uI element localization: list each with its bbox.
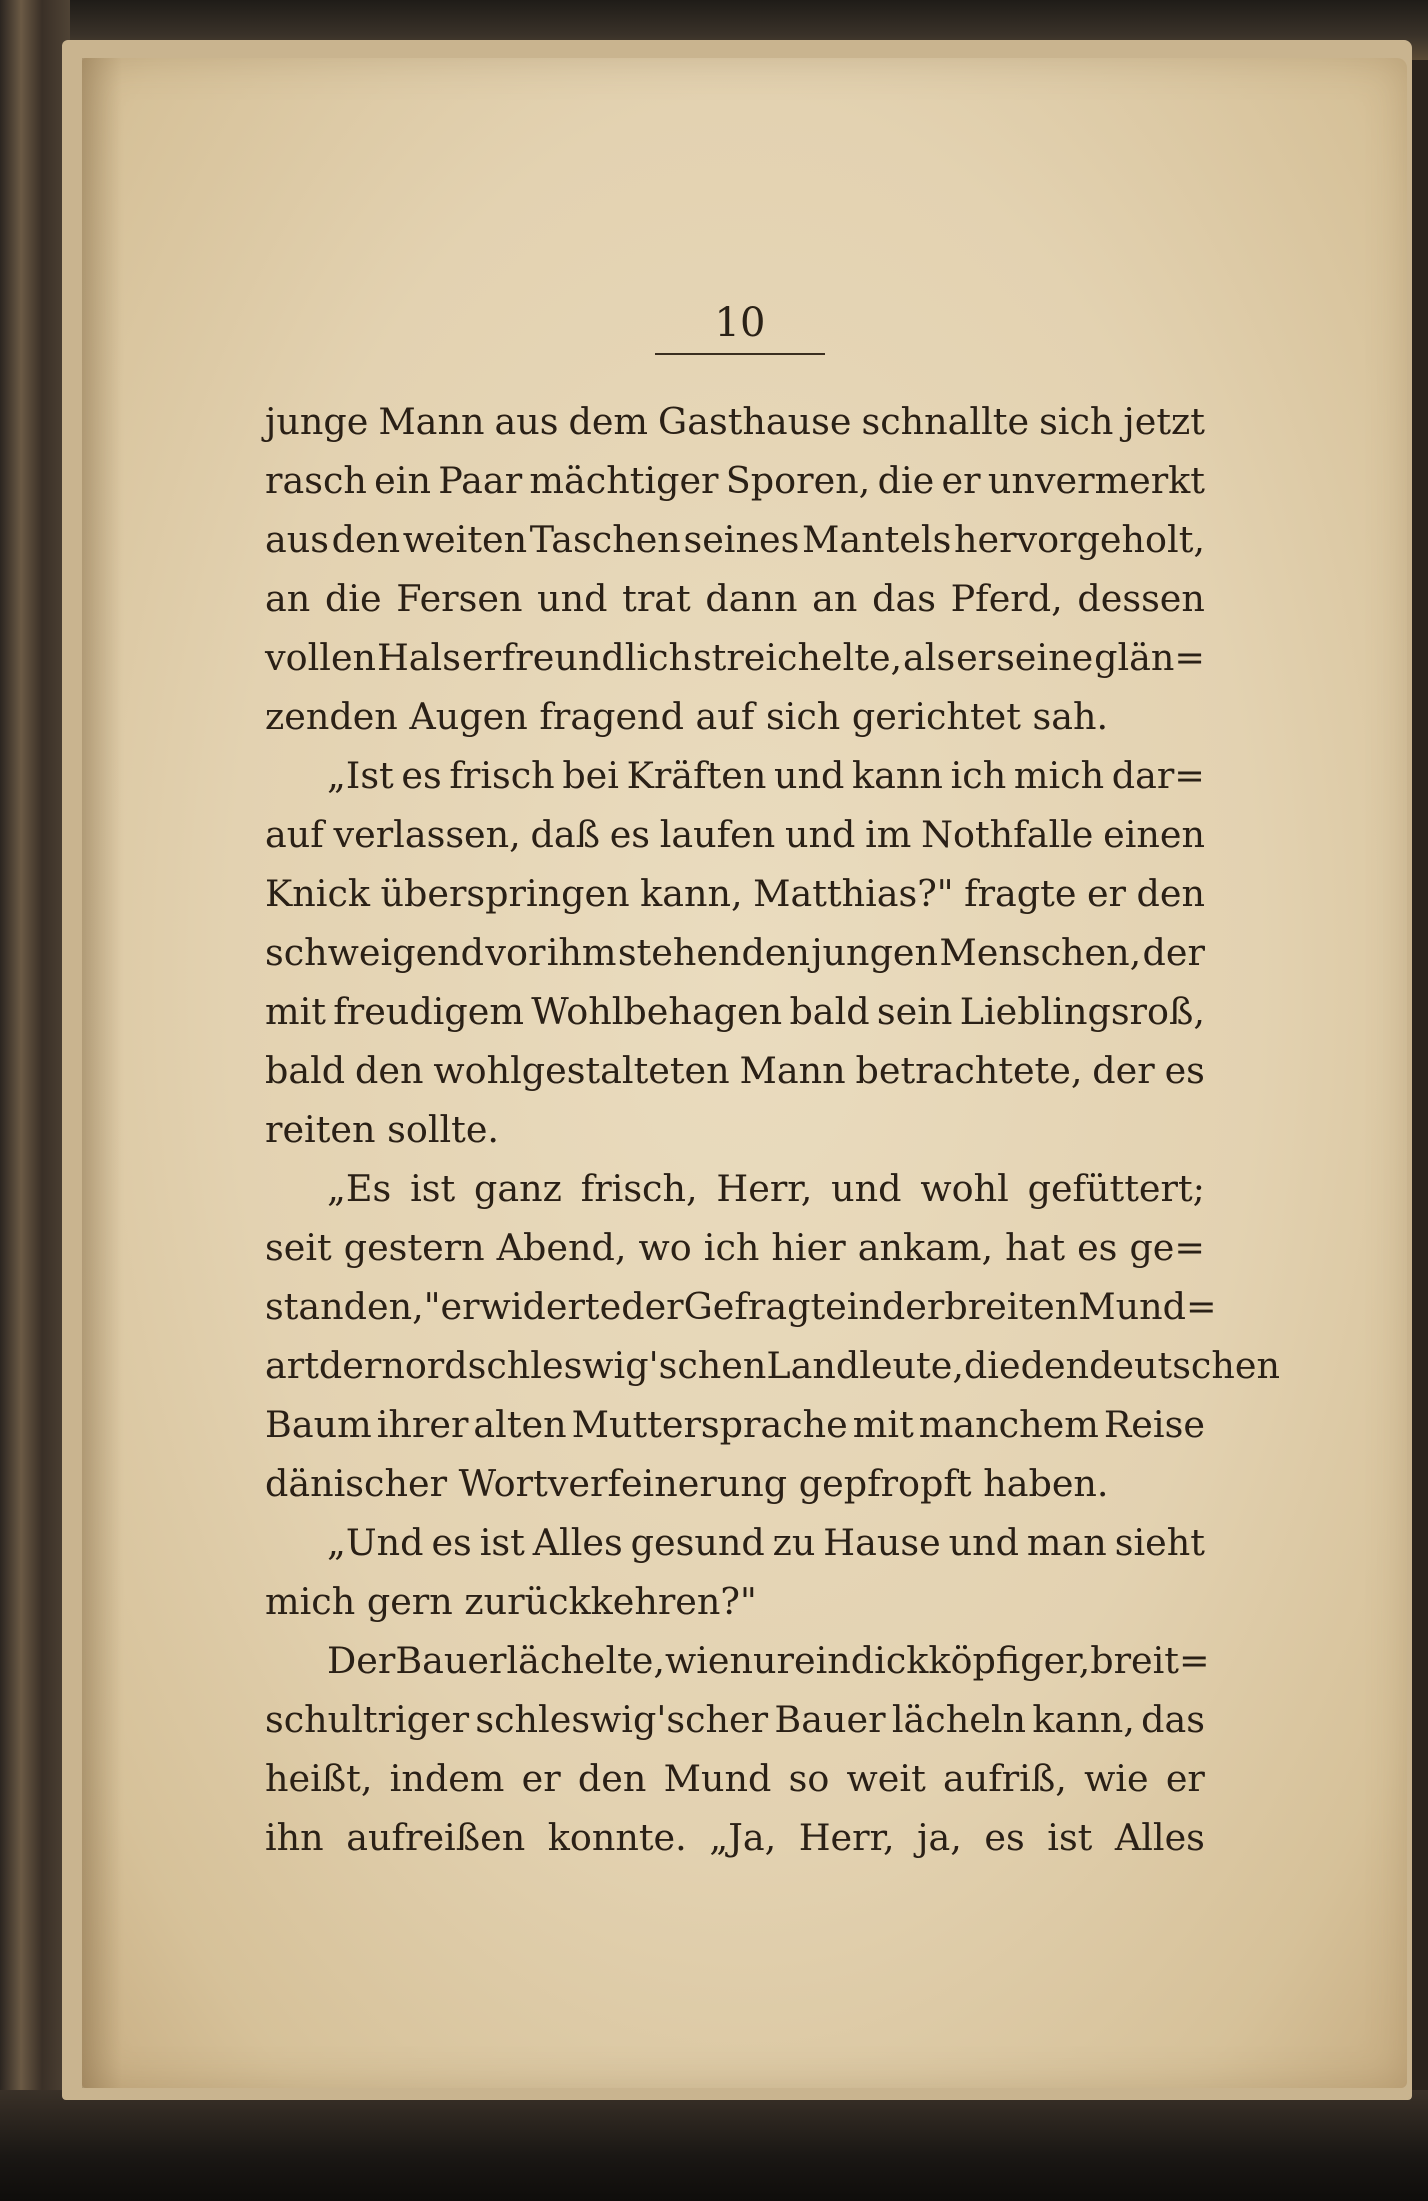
- word: dessen: [1077, 577, 1205, 620]
- word: lächelte,: [506, 1639, 665, 1682]
- word: breiten: [944, 1285, 1079, 1328]
- word: er: [956, 636, 996, 679]
- text-line: [265, 746, 1205, 805]
- word: weit: [846, 1757, 926, 1800]
- word: ihn: [265, 1816, 324, 1859]
- word: so: [788, 1757, 830, 1800]
- word: dickköpfiger,: [850, 1639, 1091, 1682]
- page-gutter-shadow: [82, 58, 122, 2088]
- word: Mann: [739, 1049, 846, 1092]
- word: seines: [683, 518, 800, 561]
- text-line: [265, 923, 1205, 982]
- word: dänischer: [265, 1462, 459, 1505]
- word: sieht: [1114, 1521, 1205, 1564]
- word: die: [963, 1344, 1021, 1387]
- word: Fersen: [396, 577, 523, 620]
- word: die: [877, 459, 935, 502]
- word: daß: [530, 813, 600, 856]
- word: und: [774, 754, 845, 797]
- text-line: [265, 1395, 1205, 1454]
- word: freundlich: [501, 636, 693, 679]
- book-spine-left-edge: [0, 0, 70, 2201]
- word: breit=: [1090, 1639, 1210, 1682]
- word: er: [521, 1757, 561, 1800]
- word: laufen: [659, 813, 776, 856]
- text-line: [265, 864, 1205, 923]
- word: weiten: [402, 518, 528, 561]
- text-line: [265, 451, 1205, 510]
- word: er: [461, 636, 501, 679]
- text-line: [265, 1277, 1217, 1336]
- word: hat: [1005, 1226, 1066, 1269]
- word: frisch,: [580, 1167, 698, 1210]
- word: hervorgeholt,: [953, 518, 1205, 561]
- word: Bauer: [395, 1639, 507, 1682]
- word: den: [355, 1049, 424, 1092]
- word: junge: [265, 400, 369, 443]
- word: wohlgestalteten: [433, 1049, 730, 1092]
- word: bald: [789, 990, 870, 1033]
- word: Mann: [378, 400, 485, 443]
- word: aus: [265, 518, 329, 561]
- word: Bauer: [774, 1698, 886, 1741]
- word: schnallte: [861, 400, 1030, 443]
- word: er: [941, 459, 981, 502]
- word: aufriß,: [942, 1757, 1067, 1800]
- word: ganz: [474, 1167, 562, 1210]
- word: in: [846, 1285, 882, 1328]
- word: als: [903, 636, 956, 679]
- word: ankam,: [857, 1226, 994, 1269]
- word: „Es: [327, 1167, 392, 1210]
- text-line: [265, 1336, 1280, 1395]
- word: das: [872, 577, 936, 620]
- word: ich: [703, 1226, 760, 1269]
- word: ihrer: [376, 1403, 469, 1446]
- word: seit: [265, 1226, 332, 1269]
- word: ihm: [546, 931, 617, 974]
- word: gepfropft: [798, 1462, 984, 1505]
- word: zurückkehren?": [464, 1580, 757, 1623]
- text-line: [265, 1749, 1205, 1808]
- word: Mantels: [801, 518, 952, 561]
- word: heißt,: [265, 1757, 373, 1800]
- word: Gasthause: [658, 400, 852, 443]
- word: aus: [494, 400, 559, 443]
- text-line: [265, 1218, 1205, 1277]
- word: rasch: [265, 459, 367, 502]
- word: sollte.: [387, 1108, 500, 1151]
- word: Taschen: [529, 518, 681, 561]
- word: glän=: [1094, 636, 1205, 679]
- word: seine: [996, 636, 1094, 679]
- word: Wohlbehagen: [531, 990, 783, 1033]
- word: und: [785, 813, 856, 856]
- word: Mund: [663, 1757, 772, 1800]
- body-text: [265, 392, 1280, 1867]
- word: ist: [410, 1167, 456, 1210]
- word: man: [1026, 1521, 1107, 1564]
- word: jungen: [811, 931, 939, 974]
- word: es: [431, 1521, 472, 1564]
- word: an: [812, 577, 858, 620]
- word: trat: [622, 577, 691, 620]
- text-line: [265, 1159, 1205, 1218]
- word: Herr,: [798, 1816, 895, 1859]
- word: fragte: [964, 872, 1077, 915]
- text-line: [265, 1631, 1210, 1690]
- word: streichelte,: [692, 636, 903, 679]
- word: es: [401, 754, 442, 797]
- word: Matthias?": [753, 872, 954, 915]
- word: den: [331, 518, 401, 561]
- word: es: [984, 1816, 1025, 1859]
- word: ge=: [1129, 1226, 1205, 1269]
- word: bald: [265, 1049, 346, 1092]
- word: ein: [794, 1639, 851, 1682]
- word: schultriger: [265, 1698, 470, 1741]
- text-line: [265, 1513, 1205, 1572]
- word: Wortverfeinerung: [458, 1462, 799, 1505]
- word: konnte.: [547, 1816, 687, 1859]
- word: nordschleswig'schen: [381, 1344, 767, 1387]
- word: Abend,: [496, 1226, 627, 1269]
- word: Herr,: [716, 1167, 813, 1210]
- word: gesund: [630, 1521, 765, 1564]
- word: verlassen,: [333, 813, 521, 856]
- word: wo: [638, 1226, 692, 1269]
- word: er: [1086, 872, 1126, 915]
- word: Lieblingsroß,: [959, 990, 1205, 1033]
- word: frisch: [449, 754, 555, 797]
- word: es: [1164, 1049, 1205, 1092]
- word: Paar: [438, 459, 523, 502]
- word: Nothfalle: [921, 813, 1094, 856]
- word: schweigend: [265, 931, 485, 974]
- word: Gefragte: [683, 1285, 847, 1328]
- word: mich: [1013, 754, 1105, 797]
- word: bei: [562, 754, 619, 797]
- word: stehenden: [617, 931, 810, 974]
- word: Sporen,: [725, 459, 871, 502]
- word: und: [537, 577, 608, 620]
- word: wie: [665, 1639, 730, 1682]
- text-line: [265, 510, 1205, 569]
- word: gefüttert;: [1027, 1167, 1205, 1210]
- word: Mund=: [1078, 1285, 1217, 1328]
- word: freudigem: [333, 990, 524, 1033]
- word: aufreißen: [346, 1816, 526, 1859]
- word: Muttersprache: [571, 1403, 848, 1446]
- word: Knick: [265, 872, 371, 915]
- word: ein: [374, 459, 431, 502]
- word: manchem: [918, 1403, 1099, 1446]
- word: Menschen,: [939, 931, 1142, 974]
- word: der: [1092, 1049, 1155, 1092]
- word: an: [265, 577, 311, 620]
- page-number-rule: [655, 353, 825, 355]
- word: auf: [695, 695, 766, 738]
- word: den: [1020, 1344, 1090, 1387]
- word: dar=: [1111, 754, 1205, 797]
- word: mächtiger: [529, 459, 719, 502]
- word: Pferd,: [950, 577, 1063, 620]
- word: sich: [1039, 400, 1114, 443]
- word: dem: [568, 400, 649, 443]
- word: der: [1142, 931, 1205, 974]
- word: Kräften: [626, 754, 767, 797]
- word: Der: [327, 1639, 396, 1682]
- text-line: [265, 687, 1205, 746]
- word: mit: [265, 990, 326, 1033]
- word: gerichtet: [851, 695, 1033, 738]
- word: Baum: [265, 1403, 372, 1446]
- word: standen,": [265, 1285, 441, 1328]
- word: jetzt: [1123, 400, 1205, 443]
- book-cover-bottom-edge: [0, 2090, 1428, 2201]
- word: alten: [473, 1403, 567, 1446]
- word: ist: [1047, 1816, 1093, 1859]
- word: überspringen: [380, 872, 630, 915]
- word: gestern: [343, 1226, 485, 1269]
- word: kann,: [640, 872, 743, 915]
- word: Alles: [1114, 1816, 1205, 1859]
- word: der: [318, 1344, 382, 1387]
- word: art: [265, 1344, 319, 1387]
- word: und: [831, 1167, 902, 1210]
- word: gern: [366, 1580, 465, 1623]
- word: reiten: [265, 1108, 388, 1151]
- text-line: [265, 392, 1205, 451]
- word: ich: [950, 754, 1007, 797]
- word: auf: [265, 813, 324, 856]
- text-line: [265, 1100, 1205, 1159]
- word: er: [1165, 1757, 1205, 1800]
- word: dann: [705, 577, 798, 620]
- word: „Ist: [327, 754, 394, 797]
- word: Landleute,: [766, 1344, 964, 1387]
- word: Reise: [1103, 1403, 1205, 1446]
- text-line: [265, 1690, 1205, 1749]
- word: „Und: [327, 1521, 424, 1564]
- word: den: [1136, 872, 1205, 915]
- word: betrachtete,: [855, 1049, 1083, 1092]
- word: Augen: [409, 695, 540, 738]
- text-line: [265, 1454, 1205, 1513]
- word: Hals: [376, 636, 461, 679]
- word: der: [881, 1285, 945, 1328]
- word: sich: [765, 695, 852, 738]
- word: unvermerkt: [987, 459, 1205, 502]
- word: hier: [771, 1226, 846, 1269]
- word: im: [865, 813, 912, 856]
- word: zenden: [265, 695, 410, 738]
- word: ja,: [917, 1816, 962, 1859]
- word: fragend: [539, 695, 696, 738]
- word: nur: [729, 1639, 794, 1682]
- word: wie: [1084, 1757, 1149, 1800]
- text-line: [265, 805, 1205, 864]
- text-line: [265, 1041, 1205, 1100]
- word: erwiderte: [440, 1285, 622, 1328]
- word: der: [621, 1285, 684, 1328]
- page-number: 10: [714, 300, 766, 346]
- word: vollen: [265, 636, 377, 679]
- word: schleswig'scher: [475, 1698, 769, 1741]
- word: „Ja,: [709, 1816, 777, 1859]
- word: haben.: [983, 1462, 1109, 1505]
- text-line: [265, 982, 1205, 1041]
- word: es: [609, 813, 651, 856]
- word: sah.: [1032, 695, 1109, 738]
- text-line: [265, 569, 1205, 628]
- word: wohl: [920, 1167, 1009, 1210]
- word: sein: [876, 990, 953, 1033]
- word: mit: [852, 1403, 914, 1446]
- word: Alles: [532, 1521, 623, 1564]
- word: kann: [852, 754, 943, 797]
- word: indem: [389, 1757, 505, 1800]
- word: zu: [772, 1521, 816, 1564]
- word: und: [948, 1521, 1020, 1564]
- word: einen: [1103, 813, 1205, 856]
- word: die: [324, 577, 382, 620]
- word: kann,: [1032, 1698, 1135, 1741]
- word: vor: [485, 931, 546, 974]
- text-line: [265, 628, 1205, 687]
- word: mich: [265, 1580, 367, 1623]
- word: das: [1141, 1698, 1205, 1741]
- text-line: [265, 1808, 1205, 1867]
- word: Hause: [823, 1521, 941, 1564]
- word: den: [577, 1757, 647, 1800]
- text-line: [265, 1572, 1205, 1631]
- word: es: [1077, 1226, 1118, 1269]
- word: ist: [479, 1521, 525, 1564]
- word: lächeln: [891, 1698, 1027, 1741]
- word: deutschen: [1089, 1344, 1280, 1387]
